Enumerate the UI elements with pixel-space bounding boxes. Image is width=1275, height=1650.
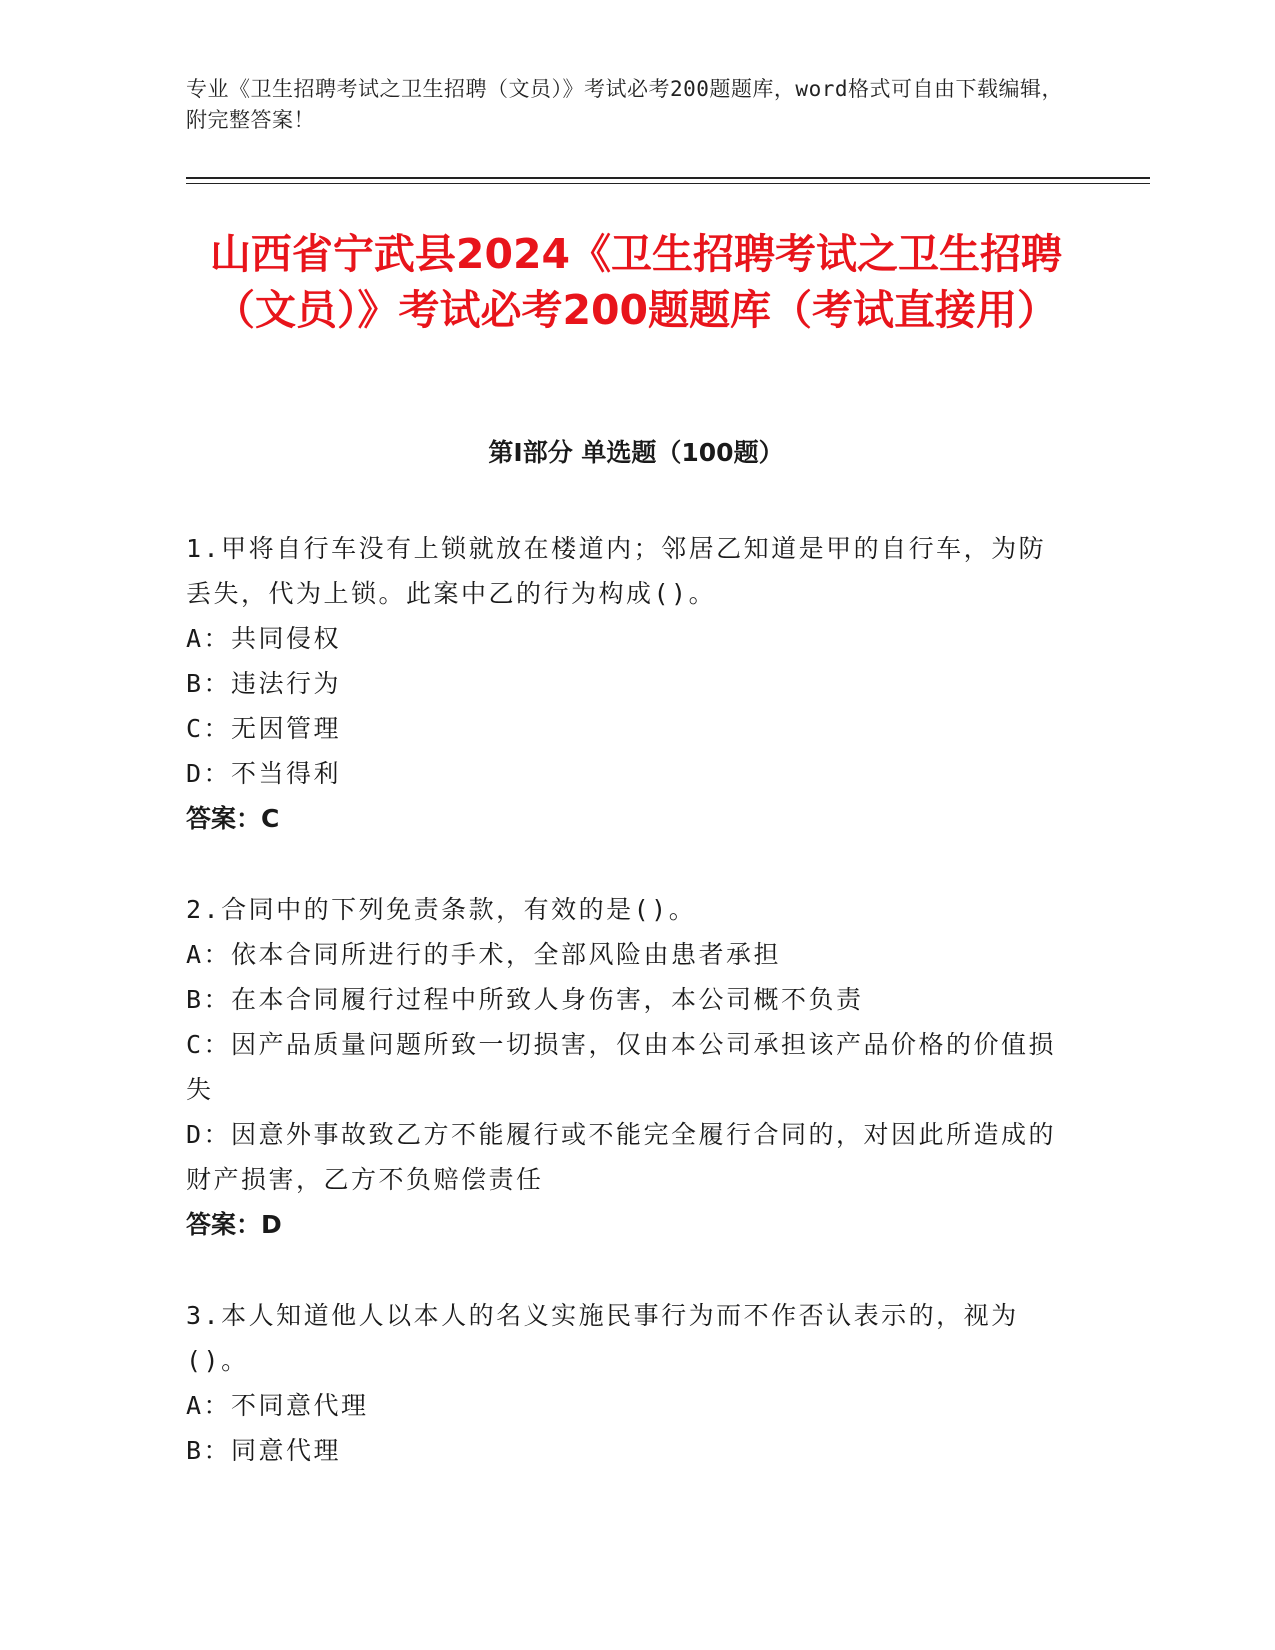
option-b: B：同意代理 bbox=[186, 1436, 342, 1465]
option-d: D：因意外事故致乙方不能履行或不能完全履行合同的，对因此所造成的财产损害，乙方不负赔偿责任 bbox=[186, 1120, 1057, 1194]
option-b: B：违法行为 bbox=[186, 669, 342, 698]
document-title: 山西省宁武县2024《卫生招聘考试之卫生招聘（文员）》考试必考200题题库（考试直接用） bbox=[209, 230, 1063, 334]
question-text: 3.本人知道他人以本人的名义实施民事行为而不作否认表示的，视为()。 bbox=[186, 1301, 1019, 1375]
question-text: 1.甲将自行车没有上锁就放在楼道内；邻居乙知道是甲的自行车，为防丢失，代为上锁。此案中乙的行为构成()。 bbox=[186, 534, 1047, 608]
question-list bbox=[186, 526, 1066, 1519]
header-note: 专业《卫生招聘考试之卫生招聘（文员）》考试必考200题题库，word格式可自由下载编辑，附完整答案！ bbox=[186, 77, 1063, 132]
header-divider-thick bbox=[186, 177, 1150, 179]
option-a: A：共同侵权 bbox=[186, 624, 342, 653]
answer: 答案：D bbox=[186, 1210, 282, 1239]
header-divider-thin bbox=[186, 183, 1150, 184]
option-a: A：依本合同所进行的手术，全部风险由患者承担 bbox=[186, 940, 782, 969]
option-b: B：在本合同履行过程中所致人身伤害，本公司概不负责 bbox=[186, 985, 864, 1014]
option-a: A：不同意代理 bbox=[186, 1391, 369, 1420]
question-3 bbox=[186, 1293, 1066, 1473]
section-title: 第Ⅰ部分 单选题（100题） bbox=[488, 438, 784, 467]
option-c: C：因产品质量问题所致一切损害，仅由本公司承担该产品价格的价值损失 bbox=[186, 1030, 1057, 1104]
question-1 bbox=[186, 526, 1066, 841]
option-d: D：不当得利 bbox=[186, 759, 342, 788]
question-text: 2.合同中的下列免责条款，有效的是()。 bbox=[186, 895, 697, 924]
answer: 答案：C bbox=[186, 804, 280, 833]
question-2 bbox=[186, 887, 1066, 1247]
option-c: C：无因管理 bbox=[186, 714, 342, 743]
